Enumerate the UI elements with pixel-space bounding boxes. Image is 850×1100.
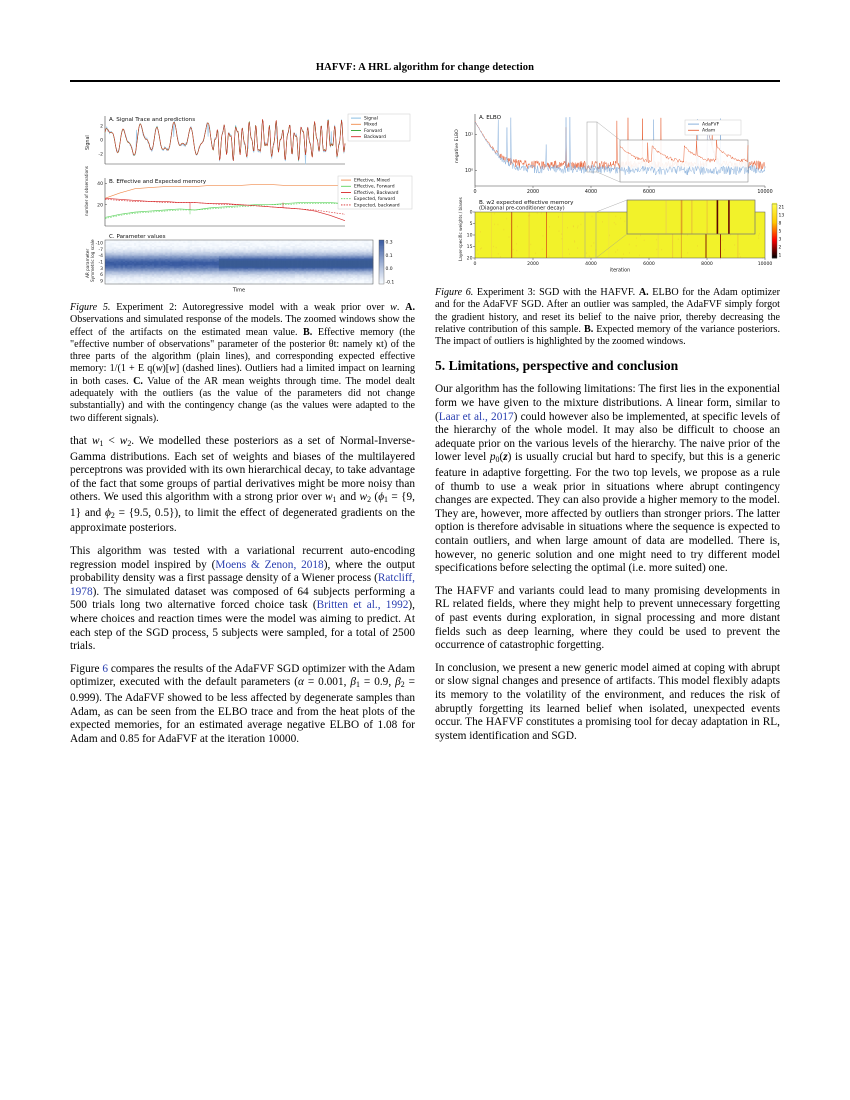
fig5-legend-b-item: Effective, Backward [354, 190, 399, 196]
fig5-panel-a-title: A. Signal Trace and predictions [109, 117, 196, 123]
fig6-panel-b-subtitle: (Diagonal pre-conditioner decay) [479, 205, 565, 212]
fig5-panel-a-ytick: 0 [100, 138, 103, 144]
fig6-panel-a-ylabel: negative ELBO [455, 129, 460, 163]
fig6-panel-b-xtick: 2000 [527, 262, 539, 267]
fig5-panel-c-ytick: 3 [100, 266, 103, 272]
figure-5-caption-text: Experiment 2: Autoregressive model with a weak prior over w. A. Observations and simulated response of the models. The zoomed windows show the effect of the artifacts on the estimated mean value. B. Effective memory (the "effective number of observations" parameter of the posterior θt: namely κt) of the three parts of the algorithm (plain lines), and corresponding expected effective memory: 1/(1 + E q(w)[w] (dashed lines). Outliers had a limited impact on learning in both cases. C. Value of the AR mean weights through time. The model dealt adequately with the outliers (as the value of the parameters did not change substantially) and with the contingency change (as the values were adapted to the two different signals). [70, 302, 415, 424]
fig6-colorbar-tick: 13 [778, 213, 785, 219]
fig5-legend-a-item: Mixed [364, 122, 378, 128]
fig6-panel-b-xtick: 8000 [701, 262, 713, 267]
header-rule [70, 80, 780, 82]
fig6-colorbar-tick: 1 [778, 253, 782, 259]
fig5-panel-a-ytick: 2 [100, 124, 103, 130]
left-column-text [70, 435, 415, 746]
paragraph-p1: that $w_1 < w_2$. We modelled these posteriors as a set of Normal-Inverse-Gamma distributions. Each set of weights and biases of the multilayered perceptrons was provided with its own hierarchical decay, to take advantage of the fact that some groups of partial derivatives might be more noisy than others. We used this algorithm with a strong prior over $w_1$ and $w_2$ ($\phi_1 = \{9$, 1} and $\phi_2 = \{9.5$, 0.5}), to limit the effect of degenerated gradients on the approximate posteriors. [70, 434, 416, 535]
figure-6 [435, 100, 790, 280]
fig5-legend-b-item: Expected, backward [354, 203, 400, 209]
fig6-panel-a-ytick: 10⁰ [464, 169, 473, 174]
figure-5 [70, 100, 415, 295]
fig5-series-effective-mixed [105, 184, 345, 198]
figure-5-label: Figure 5. [70, 302, 111, 313]
fig6-colorbar-tick: 3 [778, 237, 782, 243]
fig5-legend-b-item: Effective, Forward [354, 184, 395, 190]
fig5-legend-a-item: Signal [364, 116, 378, 122]
paragraph-r1: Our algorithm has the following limitations: The first lies in the exponential form we have given to the mixture distributions. A linear form, similar to (Laar et al., 2017) could however also be implemented, at specific levels of the hierarchy of the whole model. It may also be difficult to choose an adequate prior on the various levels of the hierarchy. The naive prior of the lower level $p_0(z)$ is usually crucial but hard to specify, but this is a generic feature in adaptive forgetting. For the two top levels, we propose as a rule of thumb to use a weak prior in situations where abrupt contingency changes are expected. They can also provide a higher memory to the model. They are, however, more affected by outliers than stronger priors. The latter option is therefore advisable in situations where the sequence is expected to contain outliers, and when large amount of data are modelled. There is, however, no generic solution and one might need to try different model specifications before selecting the optimal (i.e. more suited) one. [435, 383, 781, 575]
figure-6-caption [435, 287, 780, 348]
section-heading-limitations: 5. Limitations, perspective and conclusion [435, 358, 679, 374]
fig5-legend-b-item: Effective, Mixed [354, 178, 390, 184]
figure-5-caption [70, 302, 415, 425]
fig5-panel-c-ytick: 9 [100, 279, 103, 285]
fig5-panel-c-ylabel-2: Symmetric log scale [90, 239, 95, 282]
fig5-panel-c-ytick: 6 [100, 273, 103, 279]
fig5-panel-a-ytick: -2 [98, 152, 103, 158]
fig6-panel-b-xlabel: iteration [609, 268, 631, 274]
right-column-text [435, 383, 780, 743]
fig6-panel-b-xtick: 0 [473, 262, 477, 267]
right-column [435, 100, 785, 752]
fig6-colorbar-tick: 8 [778, 221, 782, 227]
fig5-panel-c-xlabel: Time [232, 287, 246, 294]
fig6-panel-b-xtick: 4000 [585, 262, 597, 267]
fig6-colorbar-tick: 2 [778, 245, 782, 251]
fig6-legend-a-item: Adam [702, 128, 716, 134]
figure-6-canvas [435, 100, 790, 280]
fig5-legend-a-item: Forward [364, 128, 383, 134]
figure-5-canvas [70, 100, 415, 295]
paragraph-p2: This algorithm was tested with a variational recurrent auto-encoding regression model inspired by (Moens & Zenon, 2018), where the output probability density was a first passage density of a Wiener process (Ratcliff, 1978). The simulated dataset was composed of 64 subjects performing a 500 trials long two alternative forced choice task (Britten et al., 1992), where choices and reaction times were the model was aiming to predict. At each step of the SGD process, 5 subjects were sampled, for a total of 2500 trials. [70, 545, 416, 653]
figure-6-label: Figure 6. [435, 287, 474, 298]
paragraph-r2: The HAFVF and variants could lead to many promising developments in RL related fields, where they might help to prevent unnecessary forgetting of past events during exploration, in signal processing and more distant fields such as deep learning, where they could be used to prevent the occurrence of catastrophic forgetting. [435, 584, 780, 652]
fig5-legend-a-item: Backward [364, 135, 386, 141]
fig5-colorbar-tick: 0.0 [385, 267, 393, 273]
running-head: HAFVF: A HRL algorithm for change detection [315, 62, 535, 73]
fig5-colorbar-tick: -0.1 [385, 280, 395, 286]
fig5-panel-b-ytick: 20 [97, 203, 103, 209]
fig5-panel-b-ytick: 40 [97, 181, 103, 187]
fig5-panel-c-ylabel-1: AR parameter [85, 248, 90, 278]
fig5-panel-c-ytick: -4 [98, 254, 103, 260]
fig5-panel-a-ylabel: Signal [86, 135, 91, 150]
fig6-legend-a-item: AdaFVF [702, 122, 720, 128]
fig5-legend-b-item: Expected, forward [354, 197, 396, 203]
left-column [70, 100, 415, 755]
fig6-panel-b-xtick: 6000 [643, 262, 655, 267]
fig6-panel-b-ylabel: Layer-specific weights / biases [458, 197, 463, 261]
fig6-panel-b-ytick: 10 [466, 233, 473, 239]
fig5-panel-c-title: C. Parameter values [109, 234, 166, 240]
fig6-colorbar-tick: 5 [778, 229, 782, 235]
paragraph-r3: In conclusion, we present a new generic model aimed at coping with abrupt or slow signal changes and presence of artifacts. This model flexibly adapts its memory to the volatility of the environment, and reduces the risk of abruptly forgetting its learned belief when isolated, unexpected events occur. The HAFVF constitutes a promising tool for decay adaptation in RL, system identification and SGD. [435, 661, 780, 742]
fig6-panel-a-xtick: 2000 [526, 190, 540, 195]
fig6-panel-a-ytick: 10¹ [464, 133, 473, 138]
fig6-panel-a-xtick: 0 [473, 190, 477, 195]
fig6-panel-b-xtick: 10000 [757, 262, 773, 267]
fig6-panel-b-title: B. w2 expected effective memory [479, 200, 574, 206]
fig6-panel-a-xtick: 6000 [642, 190, 656, 195]
figure-6-caption-text: Experiment 3: SGD with the HAFVF. A. ELBO for the Adam optimizer and for the AdaFVF SGD. After an outlier was sampled, the AdaFVF simply forgot the gradient history, and reset its belief to the naive prior, thereby decreasing the relative contribution of this sample. B. Expected memory of the variance posteriors. The impact of outliers is highlighted by the zoomed windows. [435, 287, 780, 348]
fig6-panel-b-ytick: 20 [466, 256, 473, 262]
paragraph-p3: Figure 6 compares the results of the AdaFVF SGD optimizer with the Adam optimizer, executed with the default parameters (α = 0.001, $\beta_1 = 0.9$, $\beta_2 = 0.999$). The AdaFVF showed to be less affected by degenerate samples than Adam, as can be seen from the ELBO trace and from the heat plots of the expected memories, for an estimated average negative ELBO of 1.08 for Adam and 0.85 for AdaFVF at the iteration 10000. [70, 662, 416, 745]
fig6-panel-a-xtick: 4000 [584, 190, 598, 195]
fig6-panel-b-ytick: 5 [469, 222, 473, 228]
fig5-panel-c-ytick: -10 [95, 241, 103, 247]
fig5-panel-b-ylabel: number of observations [84, 166, 89, 216]
fig6-panel-a-title: A. ELBO [479, 115, 502, 121]
fig5-series-expected-forward [105, 204, 345, 219]
fig6-colorbar-tick: 21 [778, 205, 785, 211]
fig5-colorbar-tick: 0.3 [385, 240, 393, 246]
fig5-panel-c-ytick: -7 [98, 247, 103, 253]
fig5-panel-c-ytick: -1 [98, 260, 103, 266]
fig5-colorbar-tick: 0.1 [385, 253, 393, 259]
fig6-panel-b-ytick: 0 [469, 210, 473, 216]
fig6-panel-b-ytick: 15 [466, 245, 473, 251]
fig5-panel-b-title: B. Effective and Expected memory [109, 179, 207, 185]
fig6-panel-a-xtick: 10000 [757, 190, 773, 195]
